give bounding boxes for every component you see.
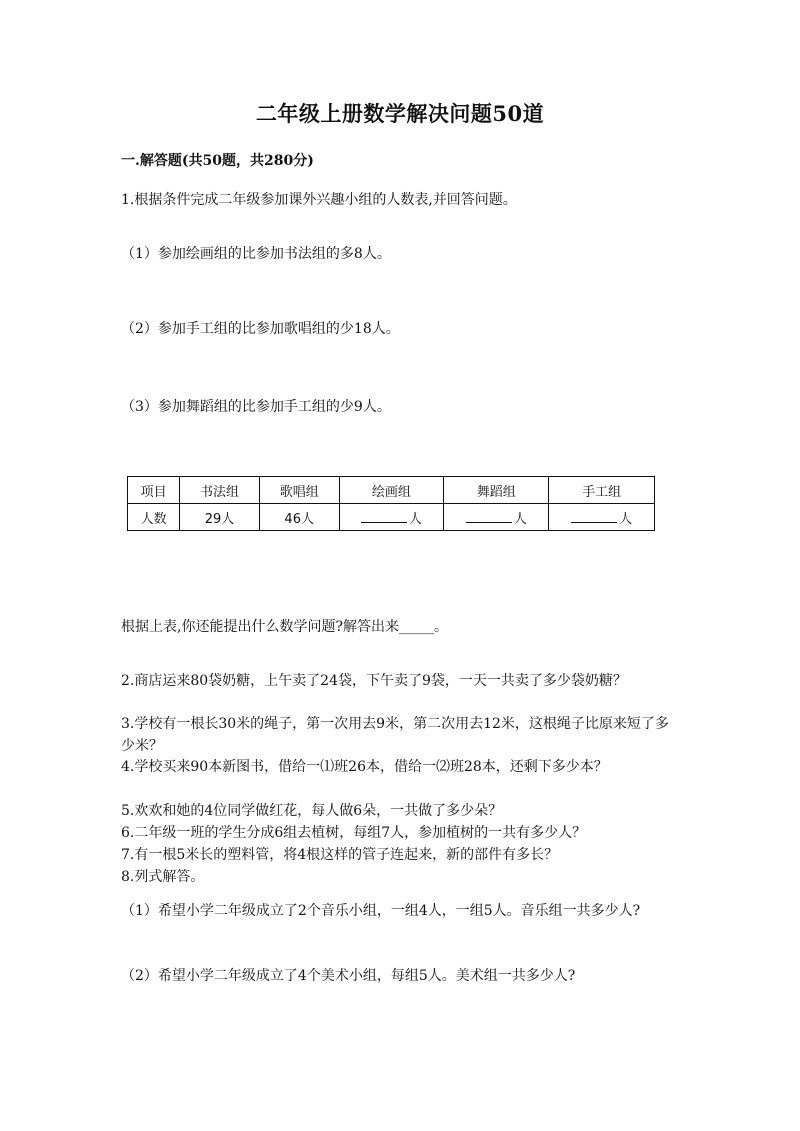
table-header-cell: 项目 — [128, 477, 180, 504]
table-cell-blank[interactable] — [339, 504, 444, 531]
table-cell: 46人 — [259, 504, 339, 531]
page-title: 二年级上册数学解决问题50道 — [255, 101, 545, 126]
question-3: 3.学校有一根长30米的绳子，第一次用去9米，第二次用去12米，这根绳子比原来短了多少米？ — [121, 716, 669, 754]
question-5: 5.欢欢和她的4位同学做红花，每人做6朵，一共做了多少朵？ — [121, 803, 503, 819]
unit-label: 人 — [408, 511, 422, 527]
question-4: 4.学校买来90本新图书，借给一⑴班26本，借给一⑵班28本，还剩下多少本？ — [121, 759, 608, 775]
table-row-label: 人数 — [128, 504, 180, 531]
unit-label: 人 — [619, 511, 633, 527]
table-header-cell: 手工组 — [549, 477, 655, 504]
table-header-cell: 书法组 — [180, 477, 260, 504]
table-header-row — [128, 477, 655, 504]
answer-blank[interactable] — [466, 510, 512, 523]
table-header-cell: 歌唱组 — [259, 477, 339, 504]
question-1-intro: 1.根据条件完成二年级参加课外兴趣小组的人数表,并回答问题。 — [121, 192, 517, 208]
question-6: 6.二年级一班的学生分成6组去植树，每组7人，参加植树的一共有多少人？ — [121, 825, 587, 841]
question-1-condition-1: （1）参加绘画组的比参加书法组的多8人。 — [121, 246, 391, 262]
table-header-cell: 舞蹈组 — [444, 477, 549, 504]
table-cell: 29人 — [180, 504, 260, 531]
question-2: 2.商店运来80袋奶糖，上午卖了24袋，下午卖了9袋，一天一共卖了多少袋奶糖？ — [121, 673, 627, 689]
table-row — [128, 504, 655, 531]
interest-group-table — [127, 476, 655, 531]
answer-blank[interactable] — [571, 510, 617, 523]
section-heading: 一.解答题(共50题，共280分) — [121, 153, 314, 169]
question-8: 8.列式解答。 — [121, 869, 205, 885]
question-1-condition-2: （2）参加手工组的比参加歌唱组的少18人。 — [121, 321, 400, 337]
question-7: 7.有一根5米长的塑料管，将4根这样的管子连起来，新的部件有多长？ — [121, 847, 559, 863]
question-8-part-1: （1）希望小学二年级成立了2个音乐小组，一组4人，一组5人。音乐组一共多少人? — [121, 903, 641, 919]
question-1-followup: 根据上表,你还能提出什么数学问题?解答出来_____。 — [121, 619, 448, 635]
table-cell-blank[interactable] — [444, 504, 549, 531]
answer-blank[interactable] — [361, 510, 407, 523]
table-cell-blank[interactable] — [549, 504, 655, 531]
table-header-cell: 绘画组 — [339, 477, 444, 504]
question-8-part-2: （2）希望小学二年级成立了4个美术小组，每组5人。美术组一共多少人? — [121, 968, 576, 984]
unit-label: 人 — [513, 511, 527, 527]
question-1-condition-3: （3）参加舞蹈组的比参加手工组的少9人。 — [121, 399, 391, 415]
